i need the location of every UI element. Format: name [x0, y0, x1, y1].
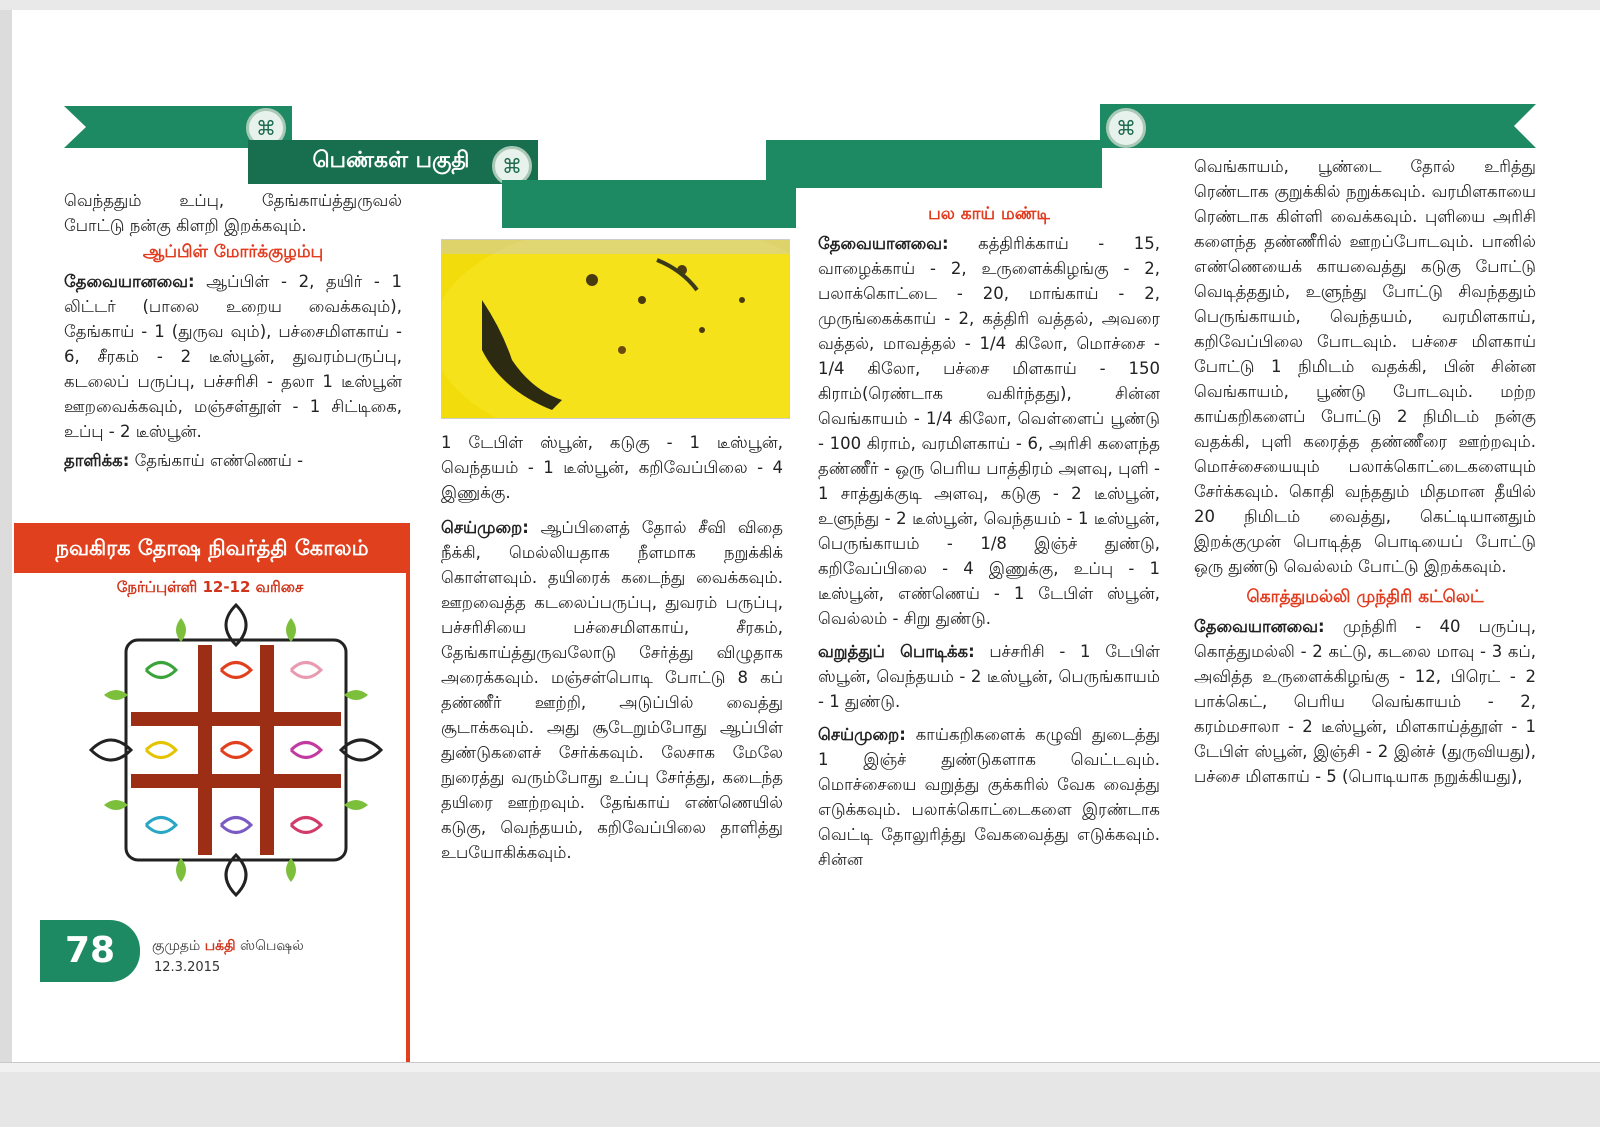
roast-paragraph	[818, 639, 1160, 714]
column-3	[818, 200, 1160, 872]
curry-photo	[441, 239, 790, 419]
mandi-ingredients	[818, 231, 1160, 631]
method-paragraph	[441, 515, 783, 865]
right-ribbon-mid	[766, 140, 1102, 188]
tempering-continued: 1 டேபிள் ஸ்பூன், கடுகு - 1 டீஸ்பூன், வெந்தயம் - 1 டீஸ்பூன், கறிவேப்பிலை - 4 இணுக்கு.	[441, 433, 783, 502]
column-2	[441, 430, 783, 865]
magazine-suffix: ஸ்பெஷல்	[240, 938, 304, 954]
binding-spine	[0, 0, 12, 1127]
tempering-paragraph	[64, 448, 402, 473]
left-ornament-icon: ⌘	[246, 108, 286, 148]
right-ribbon-tail	[1514, 104, 1536, 148]
section-ornament-icon: ⌘	[492, 146, 532, 186]
recipe-title-cutlet: கொத்துமல்லி முந்திரி கட்லெட்	[1246, 587, 1484, 607]
left-ribbon-tail	[64, 106, 86, 148]
recipe-title-mandi: பல காய் மண்டி	[928, 204, 1050, 224]
column-1	[64, 188, 402, 473]
ingredients-paragraph	[64, 269, 402, 444]
curry-photo-image	[442, 240, 789, 418]
tempering-label: தாளிக்க:	[64, 451, 130, 470]
cutlet-ingredients-text: முந்திரி - 40 பருப்பு, கொத்துமல்லி - 2 கட்டு, கடலை மாவு - 3 கப், அவித்த உருளைக்கிழங்கு - 12, பிரெட் - 2 பாக்கெட், பெரிய வெங்காயம் - 2, கரம்மசாலா - 2 டீஸ்பூன், மிளகாய்த்தூள் - 1 டேபிள் ஸ்பூன், இஞ்சி - 2 இன்ச் (துருவியது), பச்சை மிளகாய் - 5 (பொடியாக நறுக்கியது),	[1194, 617, 1536, 786]
page-number: 78	[40, 920, 140, 982]
mandi-method-continued: வெங்காயம், பூண்டை தோல் உரித்து ரெண்டாக குறுக்கில் நறுக்கவும். வரமிளகாயை ரெண்டாக கிள்ளி வைக்கவும். புளியை அரிசி களைந்த தண்ணீரில் ஊறப்போடவும். பானில் எண்ணெயைக் காயவைத்து கடுகு போட்டு வெடித்ததும், உளுந்து போட்டு சிவந்ததும் பெருங்காயம், வெந்தயம், வரமிளகாய், கறிவேப்பிலை போடவும். பச்சை மிளகாய் போட்டு 1 நிமிடம் வதக்கி, பின் சின்ன வெங்காயம், பூண்டு போடவும். மற்ற காய்கறிகளைப் போட்டு 2 நிமிடம் நன்கு வதக்கி, புளி கரைத்த தண்ணீரை ஊற்றவும். மொச்சையையும் பலாக்கொட்டைகளையும் சேர்க்கவும். கொதி வந்ததும் மிதமான தீயில் 20 நிமிடம் வைத்து, கெட்டியானதும் இறக்குமுன் பொடித்த பொடியைப் போட்டு ஒரு துண்டு வெல்லம் போட்டு இறக்கவும்.	[1194, 157, 1536, 576]
roast-label: வறுத்துப் பொடிக்க:	[818, 642, 975, 661]
right-ribbon-top	[1100, 104, 1536, 148]
right-ornament-icon: ⌘	[1106, 108, 1146, 148]
kolam-title: நவகிரக தோஷ நிவர்த்தி கோலம்	[14, 523, 410, 573]
scan-bottom-margin	[0, 1072, 1600, 1127]
tempering-text: தேங்காய் எண்ணெய் -	[134, 451, 304, 470]
magazine-name	[152, 938, 304, 956]
method-text: ஆப்பிளைத் தோல் சீவி விதை நீக்கி, மெல்லியதாக நீளமாக நறுக்கிக் கொள்ளவும். தயிரைக் கடைந்து வைக்கவும். ஊறவைத்த கடலைப்பருப்பு, துவரம் பருப்பு, பச்சரிசியை பச்சைமிளகாய், சீரகம், தேங்காய்த்துருவலோடு சேர்த்து விழுதாக அரைக்கவும். மஞ்சள்பொடி போட்டு 8 கப் தண்ணீர் ஊற்றி, அடுப்பில் வைத்து சூடாக்கவும். அது சூடேறும்போது ஆப்பிள் துண்டுகளைச் சேர்க்கவும். லேசாக மேலே நுரைத்து வரும்போது உப்பு சேர்த்து, கடைந்த தயிரை ஊற்றவும். தேங்காய் எண்ணெயில் கடுகு, வெந்தயம், கறிவேப்பிலை தாளித்து உபயோகிக்கவும்.	[441, 518, 784, 862]
cutlet-ingredients	[1194, 614, 1536, 789]
roast-text: பச்சரிசி - 1 டேபிள் ஸ்பூன், வெந்தயம் - 2 டீஸ்பூன், பெருங்காயம் - 1 துண்டு.	[818, 642, 1160, 711]
recipe-title-apple: ஆப்பிள் மோர்க்குழம்பு	[142, 242, 324, 262]
method-label: செய்முறை:	[441, 518, 529, 537]
column-4	[1194, 154, 1536, 789]
magazine-prefix: குமுதம்	[152, 938, 201, 954]
ingredients-text: ஆப்பிள் - 2, தயிர் - 1 லிட்டர் (பாலை உறைய வைக்கவும்), தேங்காய் - 1 (துருவ வும்), பச்சைமிளகாய் - 6, சீரகம் - 2 டீஸ்பூன், துவரம்பருப்பு, கடலைப் பருப்பு, பச்சரிசி - தலா 1 டீஸ்பூன் ஊறவைக்கவும், மஞ்சள்தூள் - 1 சிட்டிகை, உப்பு - 2 டீஸ்பூன்.	[64, 272, 402, 441]
center-ribbon-low	[502, 180, 796, 228]
kolam-subtitle: நேர்ப்புள்ளி 12-12 வரிசை	[116, 578, 304, 596]
mandi-method	[818, 722, 1160, 872]
section-title: பெண்கள் பகுதி	[312, 148, 470, 173]
mandi-method-text: காய்கறிகளைக் கழுவி துடைத்து 1 இஞ்ச் துண்டுகளாக வெட்டவும். மொச்சையை வறுத்து குக்கரில் வேக வைத்து எடுக்கவும். பலாக்கொட்டைகளை இரண்டாக வெட்டி தோலுரித்து வேகவைத்து எடுக்கவும். சின்ன	[818, 725, 1160, 869]
kolam-illustration	[86, 600, 386, 900]
magazine-brand: பக்தி	[204, 938, 236, 954]
cutlet-ingredients-label: தேவையானவை:	[1194, 617, 1325, 636]
ingredients-label: தேவையானவை:	[64, 272, 195, 291]
mandi-method-label: செய்முறை:	[818, 725, 906, 744]
mandi-ingredients-label: தேவையானவை:	[818, 234, 949, 253]
scan-top-edge	[0, 0, 1600, 10]
intro-text: வெந்ததும் உப்பு, தேங்காய்த்துருவல் போட்டு நன்கு கிளறி இறக்கவும்.	[64, 191, 402, 235]
issue-date: 12.3.2015	[154, 960, 221, 975]
mandi-ingredients-text: கத்திரிக்காய் - 15, வாழைக்காய் - 2, உருளைக்கிழங்கு - 2, பலாக்கொட்டை - 20, மாங்காய் - 2, முருங்கைக்காய் - 2, கத்திரி வத்தல், அவரை வத்தல், மாவத்தல் - 1/4 கிலோ, மொச்சை - 1/4 கிலோ, பச்சை மிளகாய் - 150 கிராம்(ரெண்டாக வகிர்ந்தது), சின்ன வெங்காயம் - 1/4 கிலோ, வெள்ளைப் பூண்டு - 100 கிராம், வரமிளகாய் - 6, அரிசி களைந்த தண்ணீர் - ஒரு பெரிய பாத்திரம் அளவு, புளி - 1 சாத்துக்குடி அளவு, கடுகு - 2 டீஸ்பூன், உளுந்து - 2 டீஸ்பூன், வெந்தயம் - 1 டீஸ்பூன், பெருங்காயம் - 1/8 இஞ்ச் துண்டு, கறிவேப்பிலை - 4 இணுக்கு, உப்பு - 1 டீஸ்பூன், எண்ணெய் - 1 டேபிள் ஸ்பூன், வெல்லம் - சிறு துண்டு.	[818, 234, 1160, 628]
